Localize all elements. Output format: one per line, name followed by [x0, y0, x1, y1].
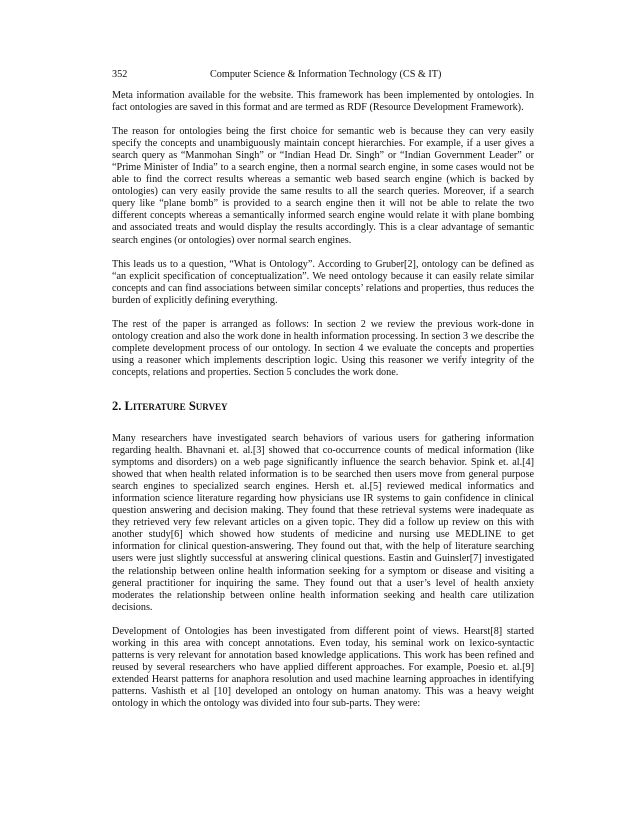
paragraph-health-search-research: Many researchers have investigated search behaviors of various users for gathering information regarding health. Bhavnani et. al.[3] showed that co-occurrence counts of medical information (like symptoms and disorders) on a web page significantly influence the search behavior. Spink et. al.[4] showed that when health related information is to be searched then users move from general purpose search engines to specialized search engines. Hersh et. al.[5] reviewed medical informatics and information science literature regarding how physicians use IR systems to gain confidence in clinical question answering and decision making. They found that these retrieval systems were inadequate as they retrieved very few relevant articles on a given topic. They did a follow up review on this with another study[6] which showed how students of medicine and nursing use MEDLINE to get information for clinical question-answering. They found out that, with the help of literature searching users were just slightly successful at answering clinical questions. Eastin and Guinsler[7] investigated the relationship between online health information seeking for a symptom or disease and visiting a general practitioner for inquiring the same. They found out that a user’s level of health anxiety moderates the relationship between online health information seeking and health care utilization decisions. [112, 432, 534, 613]
paragraph-ontology-development: Development of Ontologies has been investigated from different point of views. Hearst[8] started working in this area with concept annotations. Even today, his seminal work on lexico-syntactic patterns is very relevant for annotation based knowledge applications. This work has been refined and reused by several researchers who have applied different approaches. For example, Poesio et. al.[9] extended Hearst patterns for anaphora resolution and used machine learning approaches in identifying patterns. Vashisth et al [10] developed an ontology on human anatomy. This was a heavy weight ontology in which the ontology was divided into four sub-parts. They were: [112, 625, 534, 709]
running-title: Computer Science & Information Technology (CS & IT) [210, 69, 442, 80]
paragraph-ontology-reason: The reason for ontologies being the first choice for semantic web is because they can very easily specify the concepts and unambiguously maintain concept hierarchies. For example, if a user gives a search query as “Manmohan Singh” or “Indian Head Dr. Singh” or “Indian Government Leader” or “Prime Minister of India” to a search engine, then a normal search engine, in some cases would not be able to find the correct results whereas a semantic web based search engine (which is backed by ontologies) can very easily provide the same results to all the search queries. Moreover, if a search query like “plane bomb” is provided to a search engine then it will not be able to relate the two different concepts whereas a semantically informed search engine would relate it with plane bombing and associated treats and would display the results accordingly. This is a clear advantage of semantic search engines (or ontologies) over normal search engines. [112, 126, 534, 246]
section-title-letter-2: S [188, 398, 196, 413]
section-title-rest-2: urvey [195, 398, 228, 413]
paragraph-meta-information: Meta information available for the website. This framework has been implemented by ontologies. In fact ontologies are saved in this format and are termed as RDF (Resource Development Framework). [112, 90, 534, 114]
page-header [112, 68, 532, 82]
section-number: 2. [112, 398, 125, 413]
body-text [112, 90, 534, 722]
section-title-letter-1: L [124, 398, 133, 413]
paragraph-what-is-ontology: This leads us to a question, “What is Ontology”. According to Gruber[2], ontology can be defined as “an explicit specification of conceptualization”. We need ontology because it can easily relate similar concepts and can find associations between similar concepts’ relations and properties, thus reduces the burden of explicitly defining everything. [112, 258, 534, 306]
section-heading [112, 399, 534, 413]
paragraph-paper-organization: The rest of the paper is arranged as follows: In section 2 we review the previous work-done in ontology creation and also the work done in health information processing. In section 3 we describe the complete development process of our ontology. In section 4 we evaluate the concepts and properties using a reasoner which implements description logic. Using this reasoner we verify integrity of the concepts, relations and properties. Section 5 concludes the work done. [112, 318, 534, 378]
section-title-rest-1: iterature [132, 398, 189, 413]
page-number: 352 [112, 69, 128, 80]
